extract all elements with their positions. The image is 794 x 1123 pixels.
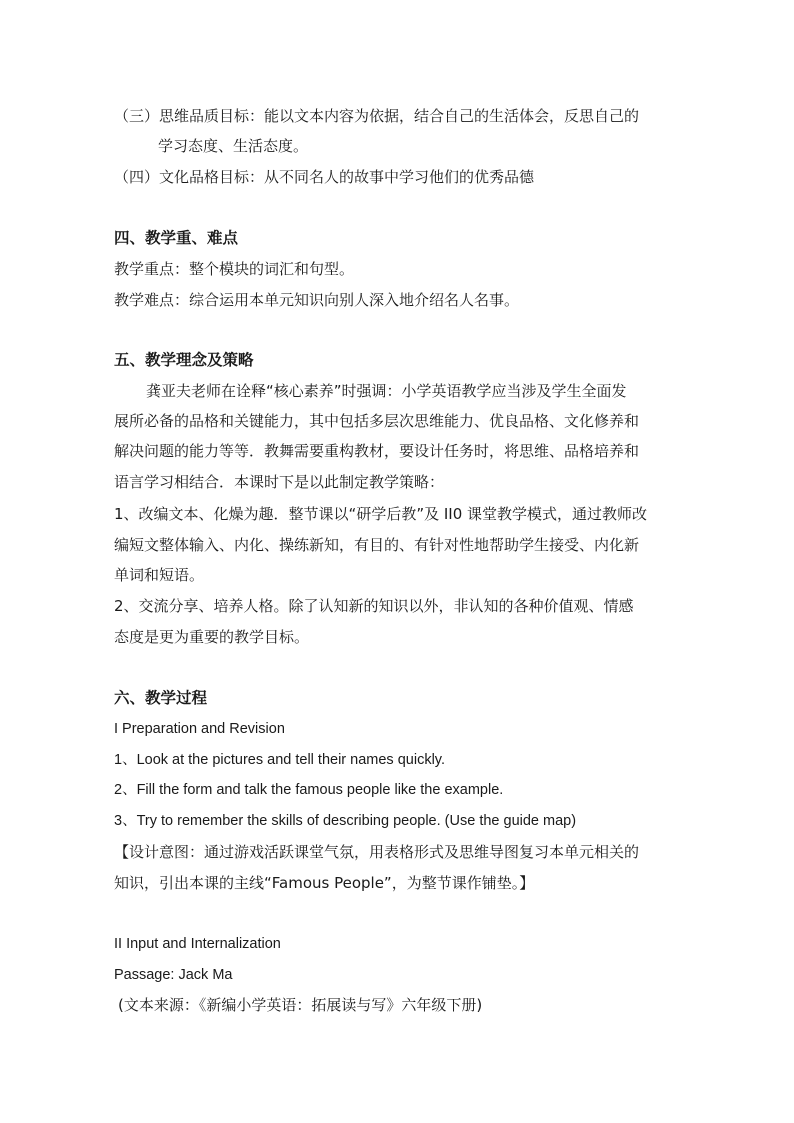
step-1: 1、Look at the pictures and tell their names quickly. (114, 752, 445, 768)
strategy1-line1: 1、改编文本、化燥为趣．整节课以“研学后教”及 II0 课堂教学模式，通过教师改 (114, 505, 648, 523)
strategy2-line2: 态度是更为重要的教学目标。 (114, 628, 310, 646)
step-3: 3、Try to remember the skills of describing people. (Use the guide map) (114, 813, 577, 829)
philosophy-para-line4: 语言学习相结合．本课时下是以此制定教学策略： (114, 473, 445, 491)
step-2: 2、Fill the form and talk the famous people like the example. (114, 782, 504, 798)
section6-heading: 六、教学过程 (114, 689, 208, 707)
philosophy-para-line2: 展所必备的品格和关键能力，其中包括多层次思维能力、优良品格、文化修养和 (114, 412, 640, 430)
strategy1-line2: 编短文整体输入、内化、操练新知，有目的、有针对性地帮助学生接受、内化新 (114, 536, 640, 554)
design-intent-line2: 知识，引出本课的主线“Famous People”，为整节课作铺垫。】 (114, 874, 535, 892)
part2-title: II Input and Internalization (114, 936, 281, 952)
passage-title: Passage: Jack Ma (114, 967, 233, 983)
strategy2-line1: 2、交流分享、培养人格。除了认知新的知识以外，非认知的各种价值观、情感 (114, 597, 634, 615)
goal-thinking-quality-line1: （三）思维品质目标：能以文本内容为依据，结合自己的生活体会，反思自己的 (114, 107, 640, 125)
section5-heading: 五、教学理念及策略 (114, 351, 254, 369)
design-intent-line1: 【设计意图：通过游戏活跃课堂气氛，用表格形式及思维导图复习本单元相关的 (114, 843, 640, 861)
strategy1-line3: 单词和短语。 (114, 566, 205, 584)
part1-title: I Preparation and Revision (114, 721, 285, 737)
key-point: 教学重点：整个模块的词汇和句型。 (114, 260, 355, 278)
section4-heading: 四、教学重、难点 (114, 229, 239, 247)
goal-thinking-quality-line2: 学习态度、生活态度。 (158, 137, 309, 155)
passage-source: (文本来源：《新编小学英语：拓展读与写》六年级下册) (118, 996, 483, 1014)
difficult-point: 教学难点：综合运用本单元知识向别人深入地介绍名人名事。 (114, 291, 520, 309)
philosophy-para-line3: 解决问题的能力等等．教舞需要重构教材，要设计任务时，将思维、品格培养和 (114, 442, 640, 460)
goal-cultural-character: （四）文化品格目标：从不同名人的故事中学习他们的优秀品德 (114, 168, 535, 186)
philosophy-para-line1: 龚亚夫老师在诠释“核心素养”时强调：小学英语教学应当涉及学生全面发 (146, 382, 627, 400)
